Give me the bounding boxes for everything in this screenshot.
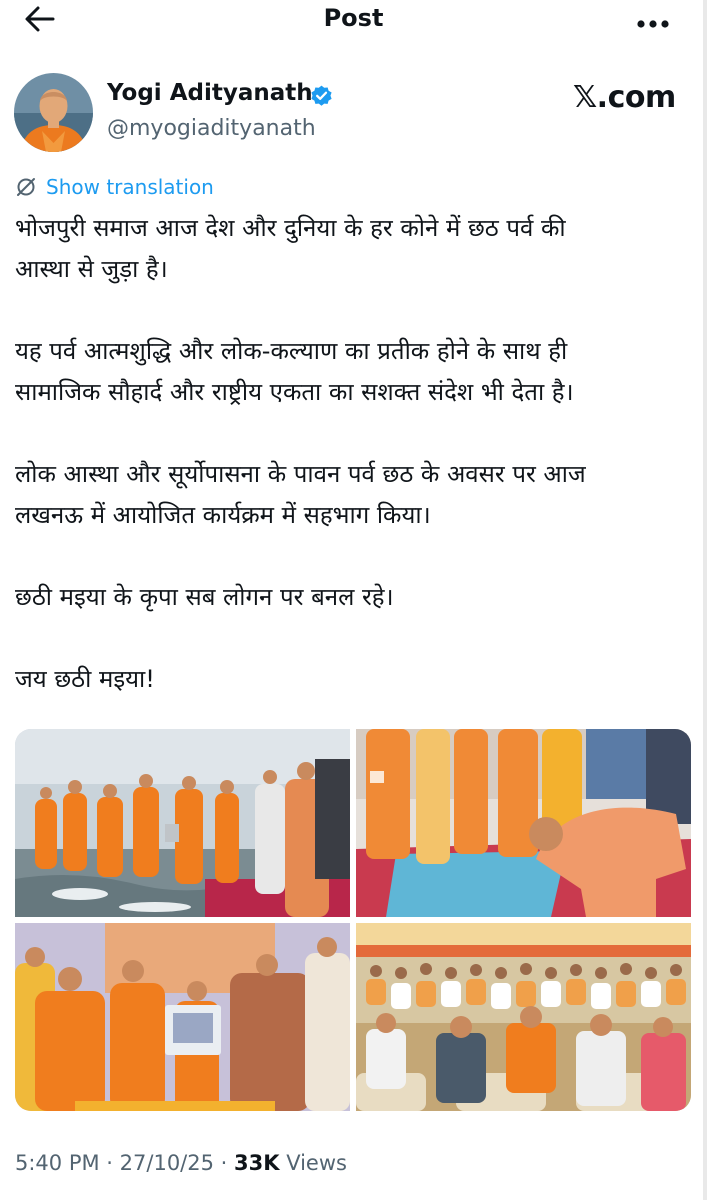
show-translation-label: Show translation (46, 175, 214, 199)
post-paragraph: छठी मइया के कृपा सब लोगन पर बनल रहे। (15, 583, 394, 611)
post-text (15, 208, 695, 700)
x-watermark: 𝕏.com (573, 80, 676, 115)
photo-audience-hall[interactable] (356, 923, 691, 1111)
post-paragraph: भोजपुरी समाज आज देश और दुनिया के हर कोने में छठ पर्व की आस्था से जुड़ा है। (15, 214, 566, 283)
views-label: Views (279, 1151, 347, 1175)
post-paragraph: जय छठी मइया! (15, 665, 155, 693)
post-meta (15, 1151, 347, 1175)
avatar[interactable] (14, 73, 93, 152)
post-date[interactable]: 27/10/25 (119, 1151, 214, 1175)
photo-river-ritual[interactable] (15, 729, 350, 917)
post-time[interactable]: 5:40 PM (15, 1151, 100, 1175)
meta-separator: · (99, 1151, 120, 1175)
top-bar (0, 0, 707, 40)
media-grid (15, 729, 691, 1111)
author-handle[interactable]: @myogiadityanath (107, 116, 316, 141)
author-name[interactable]: Yogi Adityanath (107, 80, 313, 106)
edge-divider (703, 0, 707, 1200)
show-translation-link[interactable] (15, 173, 214, 201)
post-paragraph: लोक आस्था और सूर्योपासना के पावन पर्व छठ के अवसर पर आज लखनऊ में आयोजित कार्यक्रम में सहभाग किया। (15, 460, 586, 529)
photo-memento-presentation[interactable] (15, 923, 350, 1111)
verified-badge-icon (309, 84, 334, 109)
page-title: Post (323, 4, 384, 32)
post-paragraph: यह पर्व आत्मशुद्धि और लोक-कल्याण का प्रतीक होने के साथ ही सामाजिक सौहार्द और राष्ट्रीय एकता का सशक्त संदेश भी देता है। (15, 337, 574, 406)
translate-globe-icon (15, 176, 37, 198)
views-count: 33K (234, 1151, 280, 1175)
more-horizontal-icon (636, 19, 670, 29)
more-options-button[interactable] (636, 14, 670, 24)
meta-separator: · (213, 1151, 235, 1175)
photo-bowing-ritual[interactable] (356, 729, 691, 917)
